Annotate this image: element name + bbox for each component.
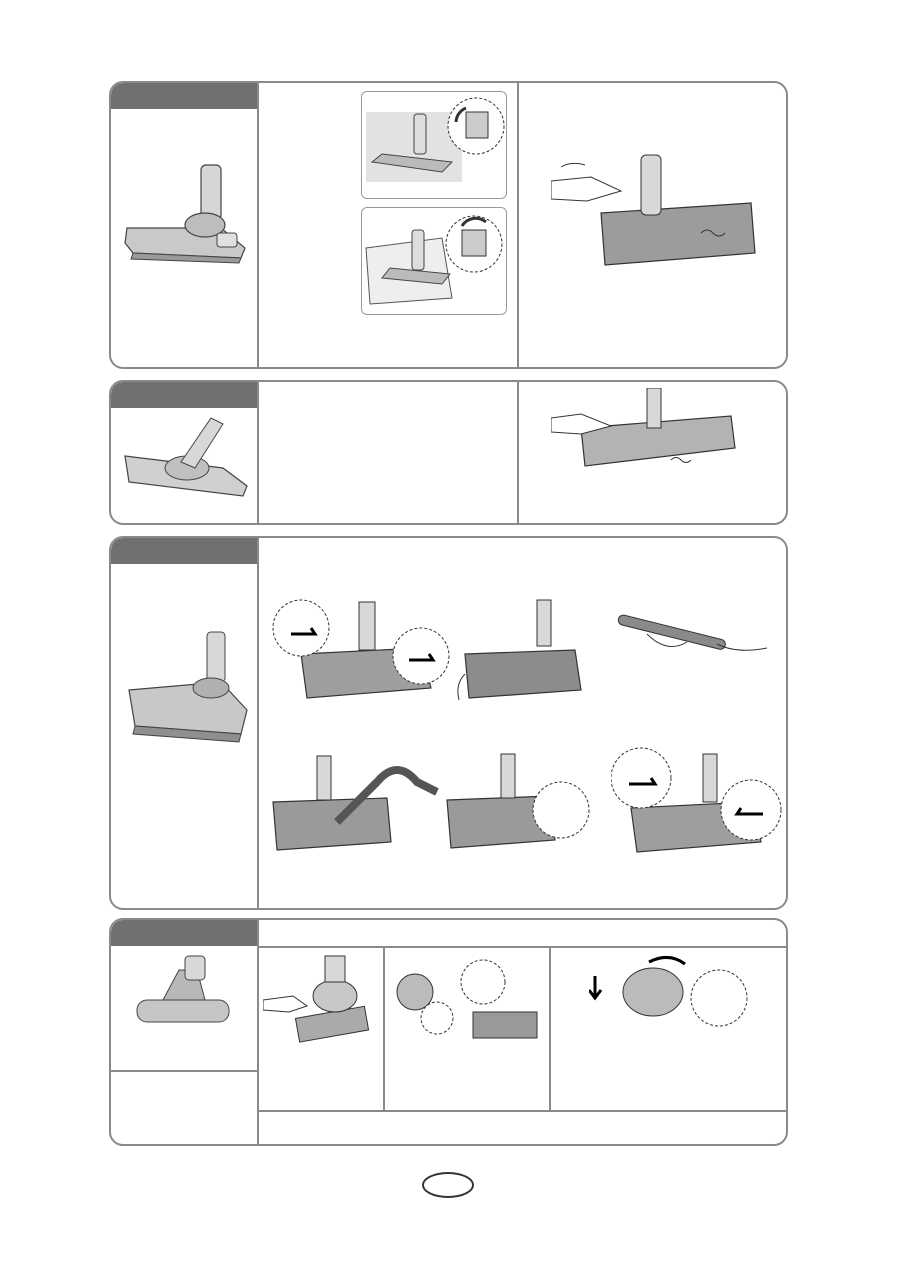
turbo-step-2-illustration xyxy=(455,594,585,714)
mini-turbo-brush-panel xyxy=(109,918,788,1146)
mini-turbo-step-1-illustration xyxy=(263,952,379,1062)
pet-turbo-brush-panel xyxy=(109,536,788,910)
section-tab xyxy=(111,382,257,408)
parquet-brush-icon xyxy=(123,412,251,508)
floor-brush-icon xyxy=(121,163,249,293)
mini-turbo-step-3-illustration xyxy=(589,952,779,1042)
clean-parquet-brush-illustration xyxy=(551,388,741,478)
turbo-brush-icon xyxy=(121,630,251,750)
turbo-step-6-illustration xyxy=(611,744,783,864)
parquet-brush-panel xyxy=(109,380,788,525)
section-tab xyxy=(111,538,257,564)
turbo-step-5-illustration xyxy=(443,752,593,862)
floor-mode-illustration xyxy=(361,207,507,315)
turbo-step-4-illustration xyxy=(267,752,447,862)
mini-turbo-icon xyxy=(133,954,233,1050)
page-number-badge xyxy=(422,1172,474,1198)
clean-floor-brush-illustration xyxy=(551,143,761,273)
section-tab xyxy=(111,83,257,109)
floor-brush-panel xyxy=(109,81,788,369)
turbo-step-3-illustration xyxy=(607,594,777,684)
turbo-step-1-illustration xyxy=(271,594,451,714)
carpet-mode-illustration xyxy=(361,91,507,199)
section-tab xyxy=(111,920,257,946)
mini-turbo-step-2-illustration xyxy=(387,952,545,1062)
